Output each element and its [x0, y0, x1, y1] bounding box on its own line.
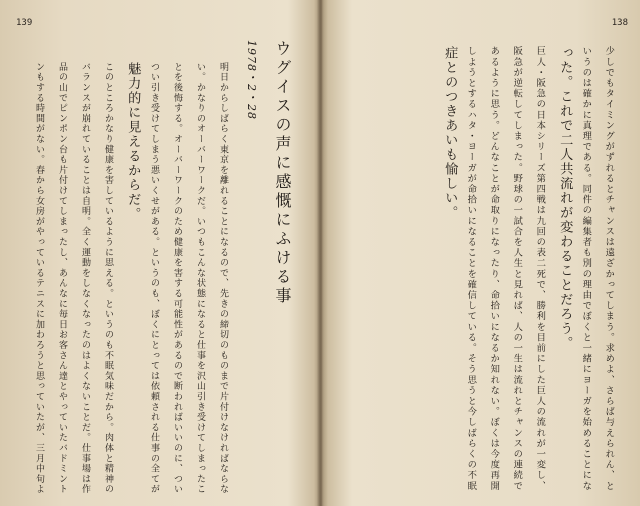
text-line: いうのは確かに真理である。同件の編集者も別の理由でぼくと一緒にヨーガを始めることにな [580, 46, 592, 492]
text-line: つい引き受けてしまう悪いくせがある。というのも、ぼくにとっては依頼される仕事の全てが [149, 62, 159, 495]
right-page [322, 0, 640, 506]
text-line: 少しでもタイミングがずれるとチャンスは遠ざかってしまう。求めよ、さらば与えられん、と [603, 46, 615, 492]
page-number: 138 [611, 18, 628, 28]
text-line: 巨人・阪急の日本シリーズ第四戦は九回の表二死で、勝利を目前にした巨人の流れが一変し、 [534, 46, 546, 492]
text-line: 魅力的に見えるからだ。 [125, 62, 141, 222]
essay-date: 1978・2・28 [245, 40, 258, 120]
text-line: バランスが崩れていることは自明。全く運動をしなくなったのはよくないことだ。仕事場は作 [80, 62, 90, 495]
text-line: い。かなりのオーバーワークだ。いつもこんな状態になると仕事を沢山引き受けてしまったこ [195, 62, 205, 495]
page-number: 139 [16, 18, 33, 28]
text-line: った。これで二人共流れが変わることだろう。 [557, 46, 573, 351]
text-line: しようとするハタ・ヨーガが命拾いになることを確信している。そう思うと今しばらくの不眠 [465, 46, 477, 492]
text-line: 症とのつきあいも愉しい。 [442, 46, 458, 220]
text-line: 阪急が逆転してしまった。野球の一試合を人生と見れば、人の一生は流れとチャンスの連続で [511, 46, 523, 492]
gutter-shadow [314, 0, 328, 506]
text-line: ンもする時間がない。春から女房がやっているテニスに加わろうと思っていたが、三月中旬よ [34, 62, 44, 495]
left-page [0, 0, 318, 506]
text-line: 品の山でピンポン台も片付けてしまったし、あんなに毎日お客さん達とやっていたバドミント [57, 62, 67, 495]
text-line: 明日からしばらく東京を離れることになるので、先きの締切のものまで片付けなければならな [218, 62, 228, 495]
text-line: とを後悔する。オーバーワークのため健康を害する可能性があるので断わればいいのに、つい [172, 62, 182, 495]
text-line: あるように思う。どんなことが命取りになったり、命拾いになるか知れない。ぼくは今度再開 [488, 46, 500, 492]
essay-title: ウグイスの声に感慨にふける事 [273, 40, 292, 306]
text-line: このところかなり健康を害しているように思える。というのも不眠気味だから。肉体と精神の [103, 62, 113, 495]
